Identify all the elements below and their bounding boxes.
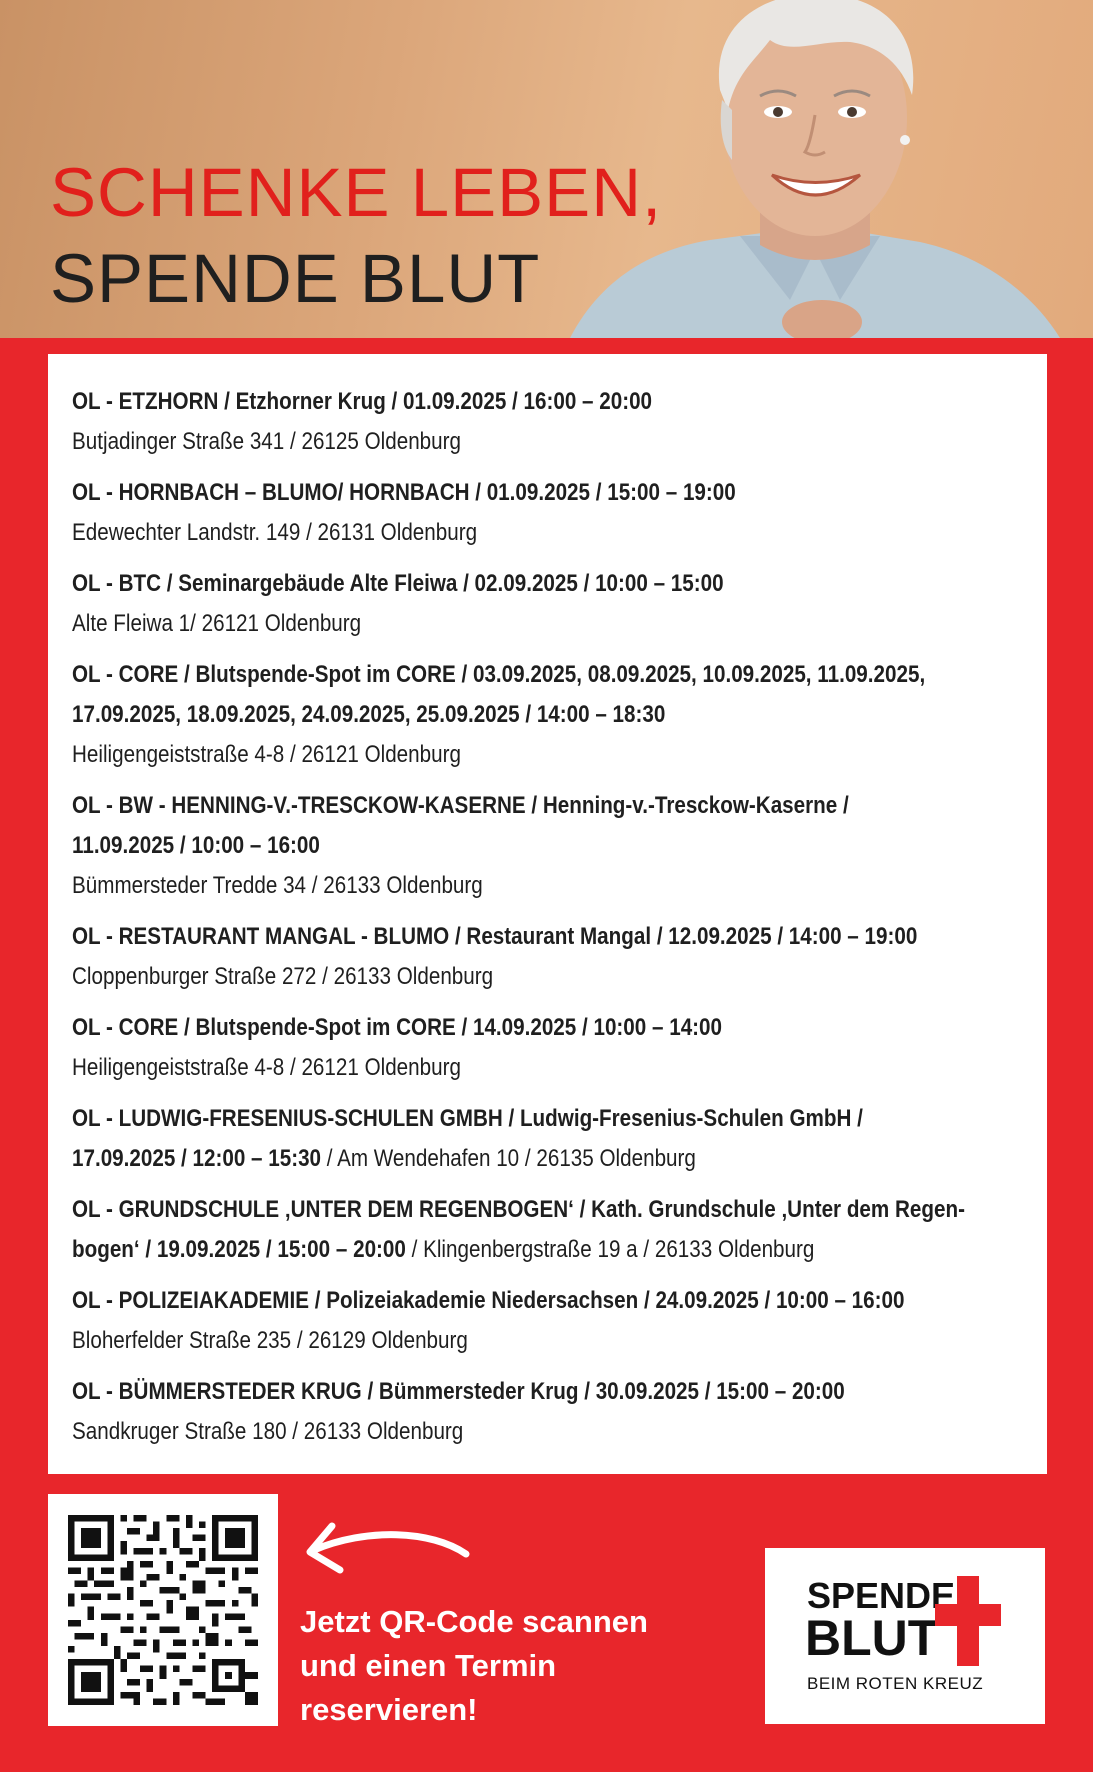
event-title-line-1: OL - CORE / Blutspende-Spot im CORE / 03.09.2025, 08.09.2025, 10.09.2025, 11.09.2025,	[72, 661, 926, 688]
list-item	[72, 1099, 1023, 1179]
event-title-line-2: 11.09.2025 / 10:00 – 16:00	[72, 832, 320, 859]
list-item	[72, 1281, 1023, 1361]
event-address: Butjadinger Straße 341 / 26125 Oldenburg	[72, 428, 461, 455]
logo-word-1: SPENDE	[807, 1575, 956, 1616]
event-address: Cloppenburger Straße 272 / 26133 Oldenburg	[72, 963, 494, 990]
event-title-line-2-with-address	[72, 1139, 890, 1179]
hero-headline	[50, 150, 662, 322]
cta-line-3: reservieren!	[300, 1692, 478, 1727]
list-item	[72, 1190, 1023, 1270]
list-item	[72, 564, 1023, 644]
event-address: Bloherfelder Straße 235 / 26129 Oldenburg	[72, 1327, 468, 1354]
event-address: Heiligengeiststraße 4-8 / 26121 Oldenburg	[72, 741, 461, 768]
event-title: OL - HORNBACH – BLUMO/ HORNBACH / 01.09.2025 / 15:00 – 19:00	[72, 479, 736, 506]
qr-code-icon	[68, 1514, 258, 1706]
event-title-line-2: 17.09.2025, 18.09.2025, 24.09.2025, 25.09.2025 / 14:00 – 18:30	[72, 701, 666, 728]
logo-tagline: BEIM ROTEN KREUZ	[807, 1674, 984, 1693]
event-title: OL - BÜMMERSTEDER KRUG / Bümmersteder Krug / 30.09.2025 / 15:00 – 20:00	[72, 1378, 845, 1405]
event-title: OL - CORE / Blutspende-Spot im CORE / 14.09.2025 / 10:00 – 14:00	[72, 1014, 722, 1041]
cta-line-1: Jetzt QR-Code scannen	[300, 1604, 648, 1639]
event-title-line-2-with-address	[72, 1230, 890, 1270]
headline-line-1: SCHENKE LEBEN,	[50, 154, 663, 231]
list-item	[72, 917, 1023, 997]
event-title-line-2: 17.09.2025 / 12:00 – 15:30	[72, 1145, 322, 1172]
list-item	[72, 473, 1023, 553]
event-address: / Am Wendehafen 10 / 26135 Oldenburg	[321, 1145, 696, 1172]
event-title: OL - RESTAURANT MANGAL - BLUMO / Restaurant Mangal / 12.09.2025 / 14:00 – 19:00	[72, 923, 918, 950]
hero-banner	[0, 0, 1093, 338]
list-item	[72, 1372, 1023, 1452]
list-item	[72, 382, 1023, 462]
event-title: OL - BTC / Seminargebäude Alte Fleiwa / 02.09.2025 / 10:00 – 15:00	[72, 570, 724, 597]
event-address: / Klingenbergstraße 19 a / 26133 Oldenburg	[405, 1236, 815, 1263]
event-title-line-1: OL - GRUNDSCHULE ‚UNTER DEM REGENBOGEN‘ / Kath. Grundschule ‚Unter dem Regen-	[72, 1196, 965, 1223]
drk-spende-blut-logo	[765, 1548, 1045, 1724]
headline-line-2: SPENDE BLUT	[50, 240, 541, 317]
list-item	[72, 1008, 1023, 1088]
list-item	[72, 786, 1023, 906]
event-address: Bümmersteder Tredde 34 / 26133 Oldenburg	[72, 872, 483, 899]
qr-call-to-action	[300, 1600, 648, 1732]
event-title: OL - POLIZEIAKADEMIE / Polizeiakademie Niedersachsen / 24.09.2025 / 10:00 – 16:00	[72, 1287, 905, 1314]
appointments-list	[48, 354, 1047, 1474]
cta-line-2: und einen Termin	[300, 1648, 557, 1683]
event-title-line-1: OL - BW - HENNING-V.-TRESCKOW-KASERNE / Henning-v.-Tresckow-Kaserne /	[72, 792, 849, 819]
logo-word-2: BLUT	[805, 1610, 939, 1666]
event-address: Alte Fleiwa 1/ 26121 Oldenburg	[72, 610, 362, 637]
event-title-line-1: OL - LUDWIG-FRESENIUS-SCHULEN GMBH / Ludwig-Fresenius-Schulen GmbH /	[72, 1105, 863, 1132]
event-address: Heiligengeiststraße 4-8 / 26121 Oldenburg	[72, 1054, 461, 1081]
red-cross-icon	[935, 1576, 1001, 1666]
event-address: Edewechter Landstr. 149 / 26131 Oldenburg	[72, 519, 478, 546]
arrow-left-icon	[296, 1512, 496, 1582]
event-title-line-2: bogen‘ / 19.09.2025 / 15:00 – 20:00	[72, 1236, 406, 1263]
qr-code[interactable]	[48, 1494, 278, 1726]
event-address: Sandkruger Straße 180 / 26133 Oldenburg	[72, 1418, 464, 1445]
list-item	[72, 655, 1023, 775]
event-title: OL - ETZHORN / Etzhorner Krug / 01.09.2025 / 16:00 – 20:00	[72, 388, 653, 415]
